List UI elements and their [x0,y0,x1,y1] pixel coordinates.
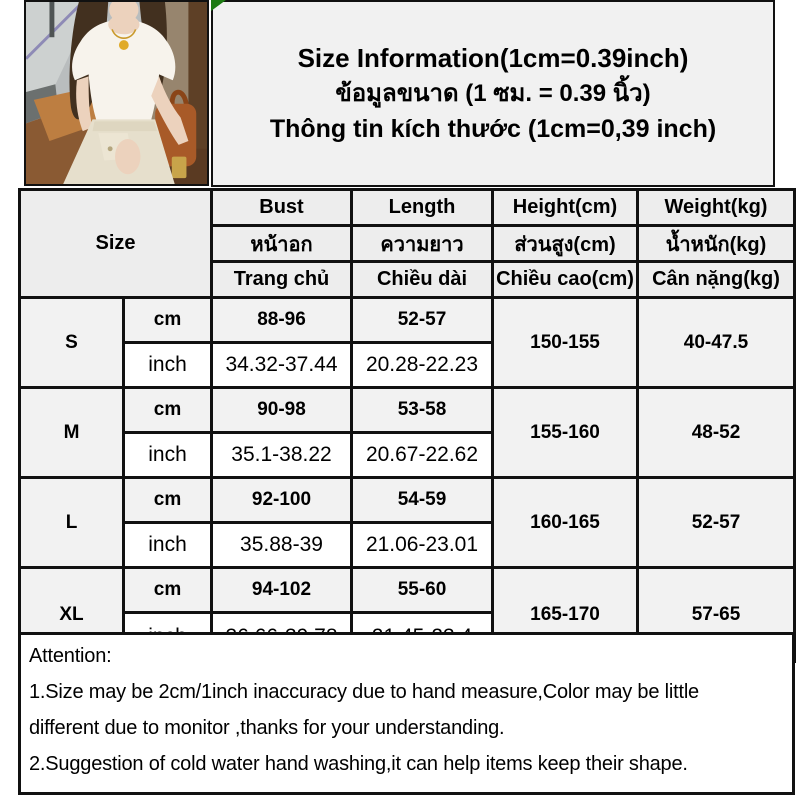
attention-note-2: 2.Suggestion of cold water hand washing,it can help items keep their shape. [29,753,688,775]
row-s-cm [20,298,795,343]
title-thai: ข้อมูลขนาด (1 ซม. = 0.39 นิ้ว) [335,79,651,107]
col-header-bust-vi: Trang chủ [212,262,352,298]
m-length-inch: 20.67-22.62 [352,433,493,478]
s-bust-inch: 34.32-37.44 [212,343,352,388]
size-info-title-box [211,0,775,187]
attention-notes [18,632,795,795]
col-header-bust-en: Bust [212,190,352,226]
xl-bust-cm: 94-102 [212,568,352,613]
row-xl-cm [20,568,795,613]
pole [49,2,54,37]
unit-label-cm: cm [124,298,212,343]
m-height: 155-160 [493,388,638,478]
l-bust-cm: 92-100 [212,478,352,523]
col-header-weight-th: น้ำหนัก(kg) [638,226,795,262]
m-bust-cm: 90-98 [212,388,352,433]
l-height: 160-165 [493,478,638,568]
col-header-height-en: Height(cm) [493,190,638,226]
row-m-cm [20,388,795,433]
model-hand [115,139,140,174]
unit-label-cm: cm [124,388,212,433]
unit-label-cm: cm [124,478,212,523]
title-vietnamese: Thông tin kích thước (1cm=0,39 inch) [269,115,717,144]
l-length-cm: 54-59 [352,478,493,523]
green-corner-marker [211,0,226,11]
l-length-inch: 21.06-23.01 [352,523,493,568]
xl-height: 165-170 [493,568,638,662]
m-bust-inch: 35.1-38.22 [212,433,352,478]
product-photo [24,0,209,186]
col-header-height-th: ส่วนสูง(cm) [493,226,638,262]
attention-note-1a: 1.Size may be 2cm/1inch inaccuracy due to hand measure,Color may be little [29,681,699,703]
product-photo-illustration [26,2,207,184]
size-header-cell: Size [20,190,212,298]
col-header-bust-th: หน้าอก [212,226,352,262]
col-header-height-vi: Chiều cao(cm) [493,262,638,298]
size-label-l: L [20,478,124,568]
unit-label-inch: inch [124,523,212,568]
unit-label-cm: cm [124,568,212,613]
title-english: Size Information(1cm=0.39inch) [297,42,689,73]
s-height: 150-155 [493,298,638,388]
s-length-cm: 52-57 [352,298,493,343]
s-bust-cm: 88-96 [212,298,352,343]
xl-weight: 57-65 [638,568,795,662]
s-weight: 40-47.5 [638,298,795,388]
unit-label-inch: inch [124,343,212,388]
m-length-cm: 53-58 [352,388,493,433]
xl-length-cm: 55-60 [352,568,493,613]
cup [172,157,187,179]
col-header-weight-en: Weight(kg) [638,190,795,226]
size-label-m: M [20,388,124,478]
size-label-xl: XL [20,568,124,662]
col-header-length-en: Length [352,190,493,226]
necklace-pendant [119,40,129,50]
skirt-waistband [93,121,158,131]
size-label-s: S [20,298,124,388]
col-header-length-vi: Chiều dài [352,262,493,298]
l-weight: 52-57 [638,478,795,568]
s-length-inch: 20.28-22.23 [352,343,493,388]
row-l-cm [20,478,795,523]
header-row-english [20,190,795,226]
m-weight: 48-52 [638,388,795,478]
col-header-weight-vi: Cân nặng(kg) [638,262,795,298]
size-table [18,188,796,663]
attention-heading: Attention: [29,645,112,667]
l-bust-inch: 35.88-39 [212,523,352,568]
attention-note-1b: different due to monitor ,thanks for your understanding. [29,717,505,739]
col-header-length-th: ความยาว [352,226,493,262]
unit-label-inch: inch [124,433,212,478]
